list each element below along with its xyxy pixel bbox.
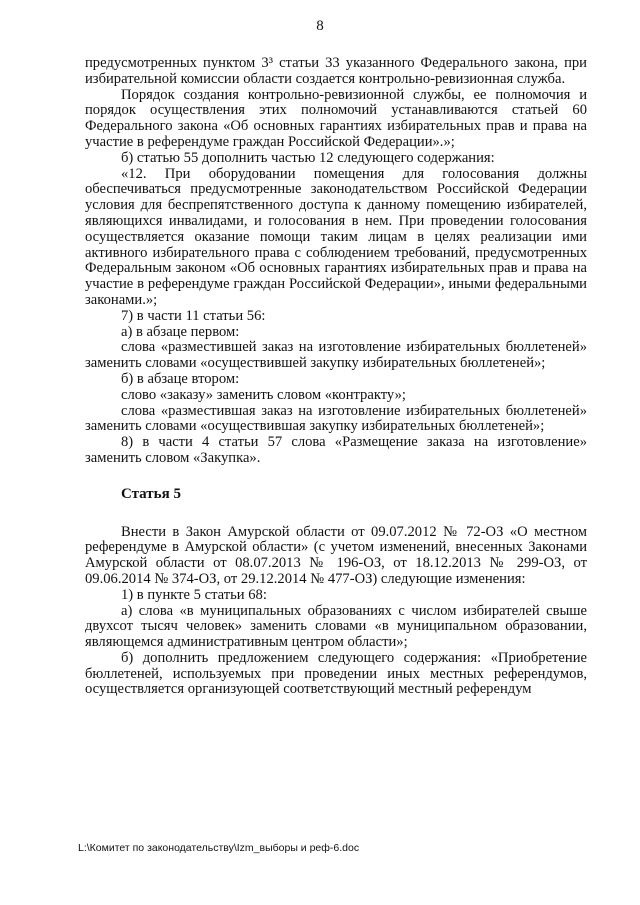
paragraph-11: 8) в части 4 статьи 57 слова «Размещение заказа на изготовление» заменить словом «Закупка».: [85, 434, 587, 466]
paragraph-6: а) в абзаце первом:: [121, 323, 240, 340]
article-heading: Статья 5: [121, 485, 181, 502]
paragraph-4: «12. При оборудовании помещения для голосования должны обеспечиваться предусмотренные законодательством Российской Федерации условия для беспрепятственного доступа к данному помещению избирателей, являющихся инвалидами, и голосования в нем. При проведении голосования осуществляется оказание помощи таким лицам в целях реализации ими активного избирательного права с соблюдением требований, предусмотренных Федеральным законом «Об основных гарантиях избирательных прав и права на участие в референдуме граждан Российской Федерации», иными федеральными законами.»;: [85, 165, 587, 308]
paragraph-10: слова «разместившая заказ на изготовление избирательных бюллетеней» заменить словами «осуществившая закупку избирательных бюллетеней»;: [85, 402, 587, 435]
paragraph-5: 7) в части 11 статьи 56:: [121, 307, 266, 324]
paragraph-12: Внести в Закон Амурской области от 09.07.2012 № 72-ОЗ «О местном референдуме в Амурской области» (с учетом изменений, внесенных Законами Амурской области от 08.07.2013 № 196-ОЗ, от 18.12.2013 № 299-ОЗ, от 09.06.2014 № 374-ОЗ, от 29.12.2014 № 477-ОЗ) следующие изменения:: [85, 523, 587, 587]
paragraph-2: Порядок создания контрольно-ревизионной службы, ее полномочия и порядок осуществления этих полномочий устанавливаются статьей 60 Федерального закона «Об основных гарантиях избирательных прав и права на участие в референдуме граждан Российской Федерации».»;: [85, 86, 587, 150]
paragraph-1: предусмотренных пунктом 3³ статьи 33 указанного Федерального закона, при избирательной комиссии области создается контрольно-ревизионная служба.: [85, 55, 587, 87]
paragraph-13: 1) в пункте 5 статьи 68:: [121, 586, 267, 603]
paragraph-9: слово «заказу» заменить словом «контракту»;: [121, 386, 406, 403]
paragraph-8: б) в абзаце втором:: [121, 370, 240, 387]
paragraph-7: слова «разместившей заказ на изготовление избирательных бюллетеней» заменить словами «осуществившей закупку избирательных бюллетеней»;: [85, 339, 587, 372]
paragraph-14: а) слова «в муниципальных образованиях с числом избирателей свыше двухсот тысяч человек» заменить словами «в муниципальном образовании, являющемся административным центром области»;: [85, 602, 587, 651]
paragraph-3: б) статью 55 дополнить частью 12 следующего содержания:: [121, 149, 495, 166]
footer-file-path: L:\Комитет по законодательству\Izm_выборы и реф-6.doc: [78, 842, 360, 854]
page-number: 8: [316, 18, 324, 34]
paragraph-15: б) дополнить предложением следующего содержания: «Приобретение бюллетеней, используемых при проведении иных местных референдумов, осуществляется организующей соответствующий местный референдум: [85, 649, 587, 698]
document-body: [85, 56, 587, 698]
